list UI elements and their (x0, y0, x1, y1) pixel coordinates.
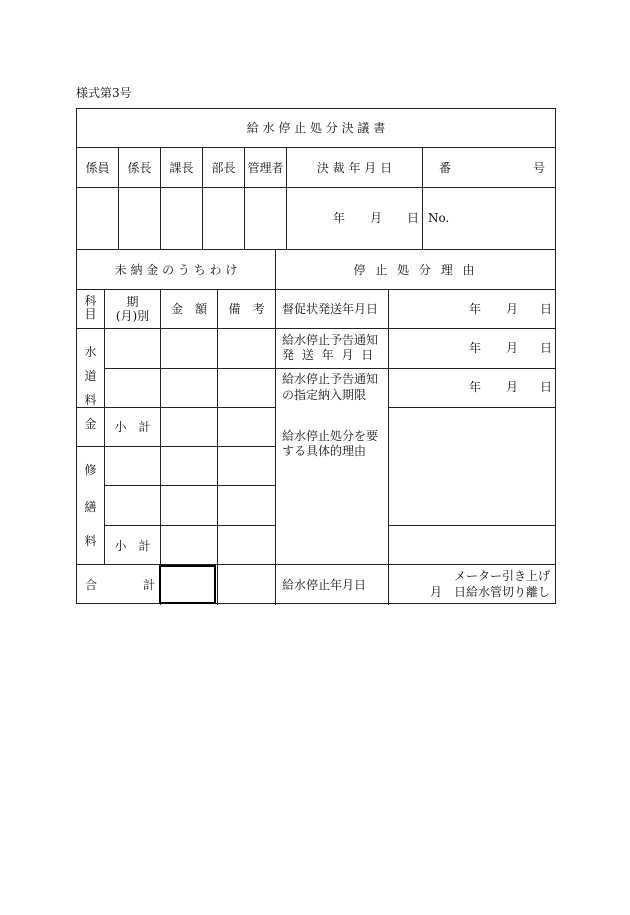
number-label-left: 番 (439, 161, 452, 175)
row-divider (77, 249, 555, 250)
repair-fee-char: 修 (84, 463, 97, 477)
row-divider (77, 407, 275, 408)
reminder-year: 年 (469, 302, 482, 316)
notice-label-line1: 給水停止予告通知 (282, 333, 379, 347)
date-month: 月 (370, 211, 383, 225)
row-divider (104, 485, 275, 486)
col-divider (160, 289, 161, 605)
role-administrator: 管理者 (247, 161, 284, 175)
decision-date-label: 決 裁 年 月 日 (316, 161, 393, 175)
row-divider (388, 525, 555, 526)
water-fee-char: 水 (84, 345, 97, 359)
meter-line1: メーター引き上げ (453, 569, 550, 583)
col-divider (422, 187, 423, 249)
form-title: 給 水 停 止 処 分 決 議 書 (246, 121, 386, 135)
role-staff: 係員 (85, 161, 110, 175)
repair-subtotal-label: 小 計 (114, 539, 151, 553)
total-label-left: 合 (85, 578, 98, 592)
notice-month: 月 (506, 341, 519, 355)
row-divider (104, 368, 555, 369)
repair-fee-char: 料 (84, 534, 97, 548)
reminder-month: 月 (506, 302, 519, 316)
date-day: 日 (407, 211, 420, 225)
subject-header (77, 295, 104, 321)
reminder-date-label: 督促状発送年月日 (282, 302, 379, 316)
deadline-day: 日 (540, 380, 553, 394)
row-divider (77, 187, 555, 188)
col-divider (217, 289, 218, 605)
notice-label-line2: 発 送 年 月 日 (282, 348, 376, 362)
row-divider (77, 328, 555, 329)
subject-header-text: 科目 (84, 294, 97, 321)
water-fee-char: 金 (84, 417, 97, 431)
role-chief: 係長 (127, 161, 152, 175)
total-amount-box[interactable] (159, 565, 216, 604)
specific-reason-line1: 給水停止処分を要 (282, 429, 379, 443)
date-year: 年 (333, 211, 346, 225)
deadline-year: 年 (469, 380, 482, 394)
notice-day: 日 (540, 341, 553, 355)
row-divider (77, 289, 555, 290)
col-divider (275, 249, 276, 605)
specific-reason-line2: する具体的理由 (282, 444, 367, 458)
notice-year: 年 (469, 341, 482, 355)
deadline-month: 月 (506, 380, 519, 394)
role-section-manager: 課長 (169, 161, 194, 175)
row-divider (77, 564, 555, 565)
period-sub-header: (月)別 (115, 309, 150, 323)
breakdown-title: 未 納 金 の う ち わ け (114, 263, 238, 277)
row-divider (77, 147, 555, 148)
deadline-label-line2: の指定納入期限 (282, 388, 367, 402)
resolution-form (76, 108, 556, 604)
deadline-label-line1: 給水停止予告通知 (282, 372, 379, 386)
row-divider (104, 525, 275, 526)
number-no-label: No. (428, 211, 450, 225)
water-fee-char: 料 (84, 393, 97, 407)
meter-line2: 月 日給水管切り離し (429, 585, 550, 599)
reason-title: 停 止 処 分 理 由 (353, 263, 478, 277)
col-divider (388, 289, 389, 605)
col-divider (422, 147, 423, 187)
remarks-header: 備 考 (228, 302, 265, 316)
water-subtotal-label: 小 計 (114, 420, 151, 434)
repair-fee-char: 繕 (84, 500, 97, 514)
form-number: 様式第3号 (76, 86, 132, 100)
number-label-right: 号 (533, 161, 546, 175)
row-divider (388, 407, 555, 408)
stop-date-label: 給水停止年月日 (282, 578, 367, 592)
water-fee-char: 道 (84, 369, 97, 383)
role-department-head: 部長 (211, 161, 236, 175)
row-divider (77, 446, 275, 447)
total-label-right: 計 (143, 578, 156, 592)
period-header: 期 (126, 295, 139, 309)
reminder-day: 日 (540, 302, 553, 316)
amount-header: 金 額 (170, 302, 207, 316)
